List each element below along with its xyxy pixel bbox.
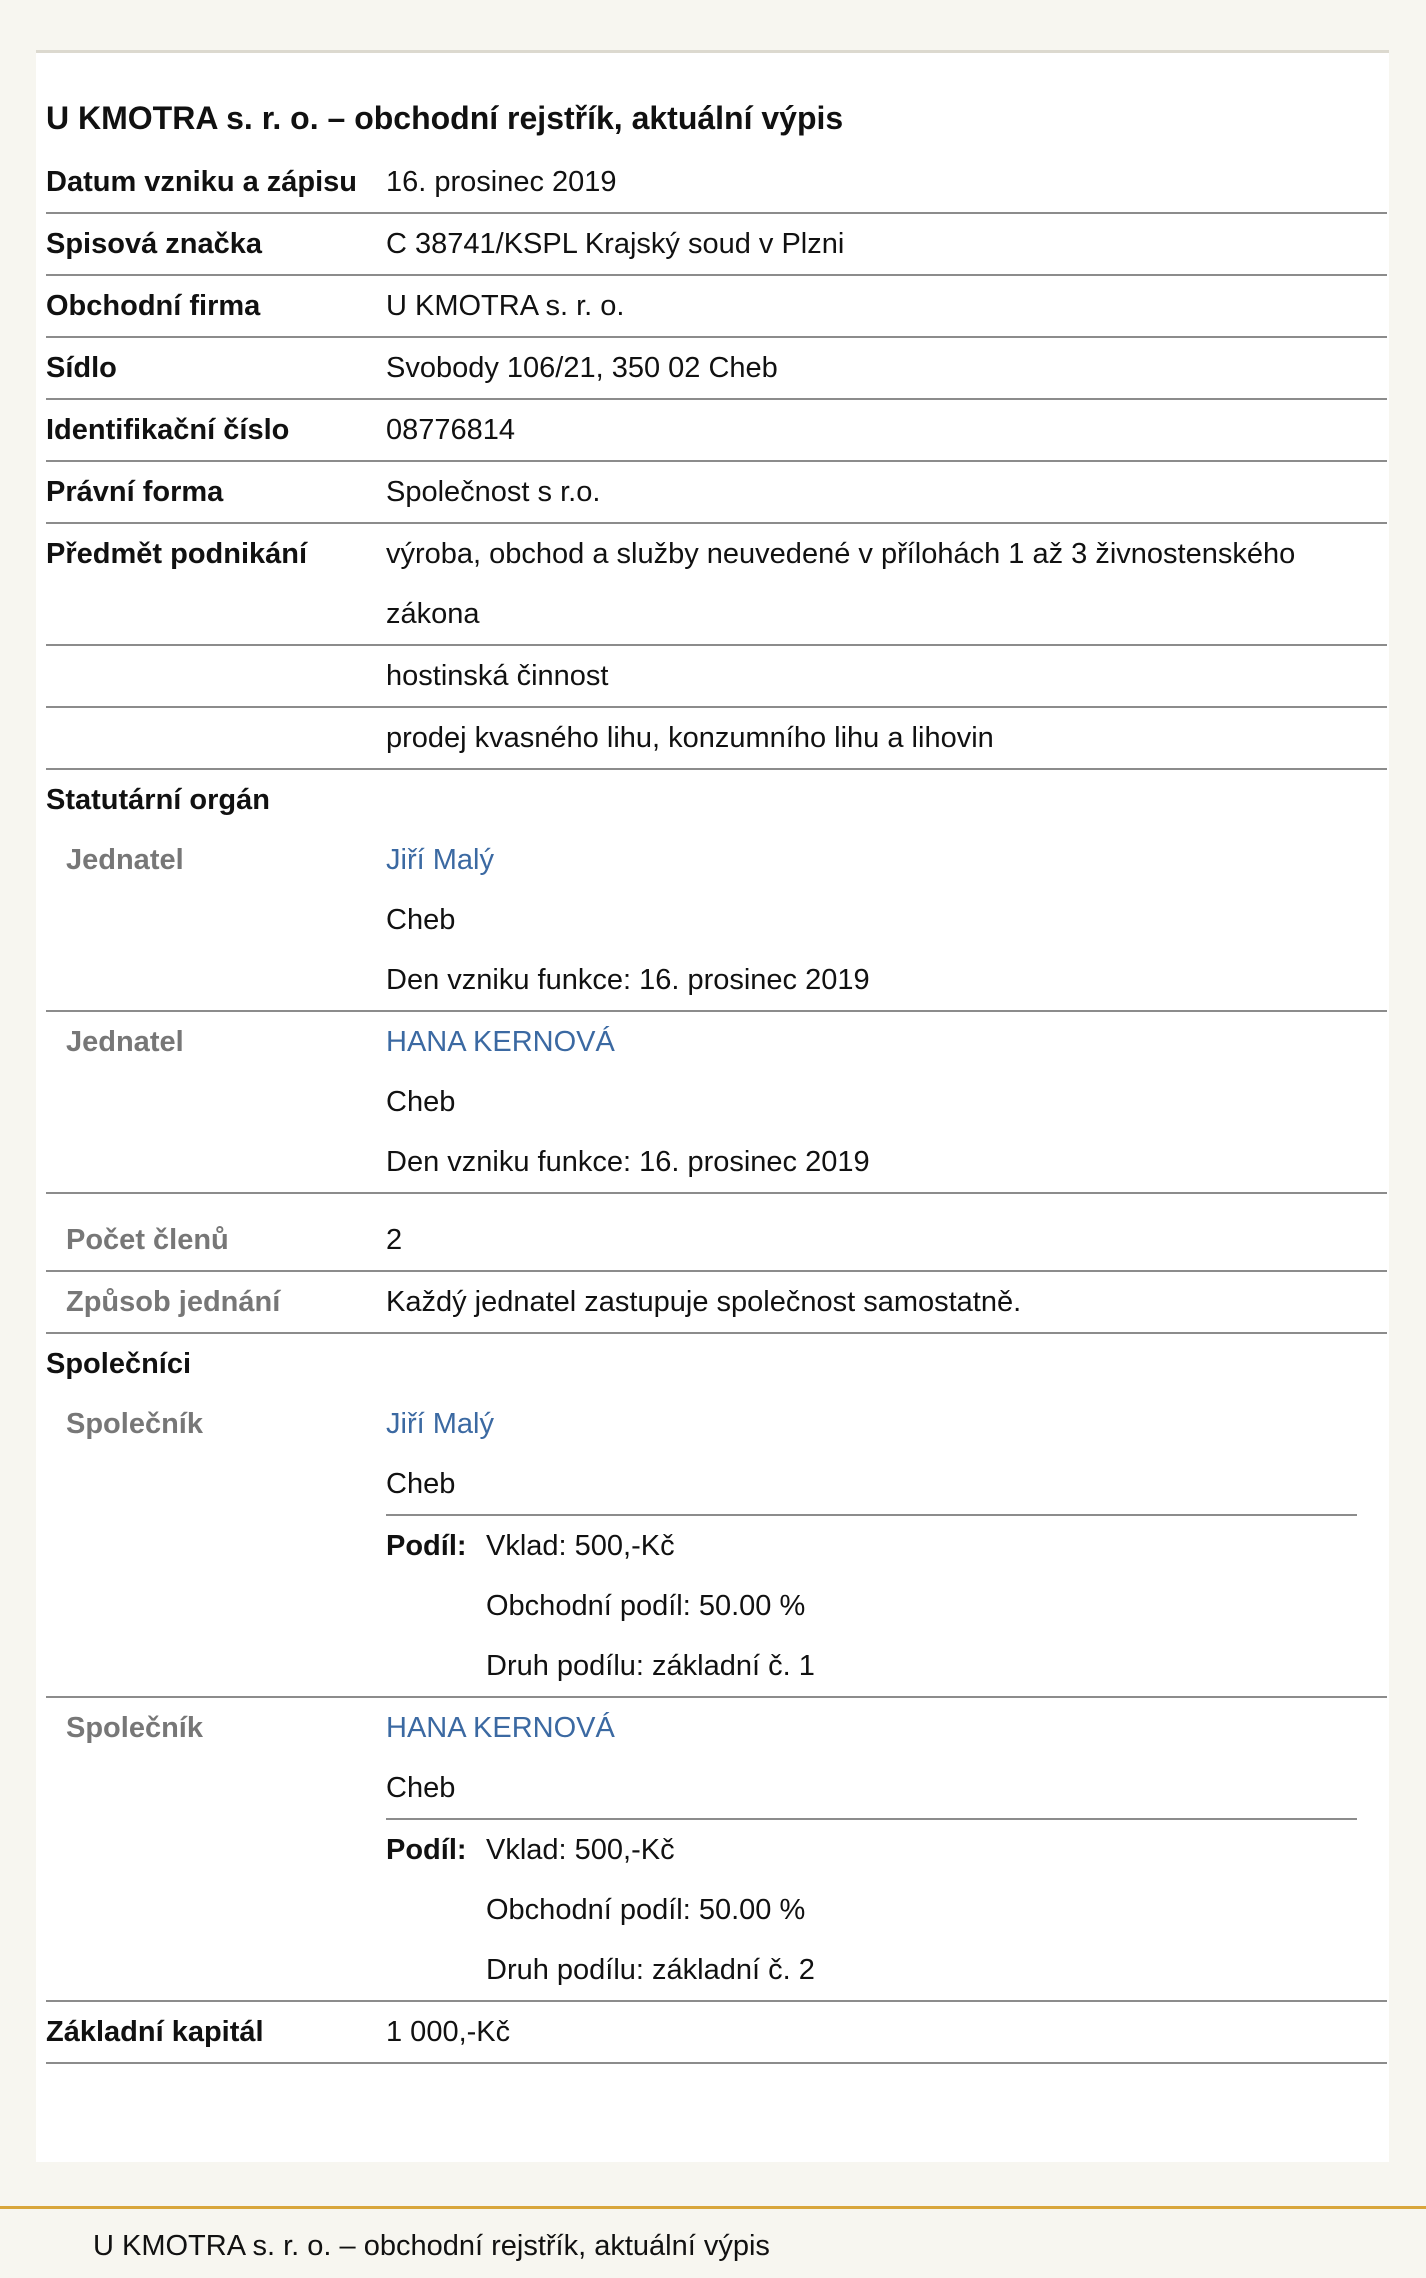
label-spisova-znacka: Spisová značka xyxy=(46,213,386,275)
share-label: Podíl: xyxy=(386,1530,467,1562)
function-since: Den vzniku funkce: 16. prosinec 2019 xyxy=(386,964,870,996)
share-vklad: Vklad: 500,-Kč xyxy=(486,1530,675,1562)
value-sidlo: Svobody 106/21, 350 02 Cheb xyxy=(386,337,1387,399)
value-pravni-forma: Společnost s r.o. xyxy=(386,461,1387,523)
value-pocet-clenu: 2 xyxy=(386,1193,1387,1271)
section-heading-statutarni: Statutární orgán xyxy=(46,784,270,816)
spacer xyxy=(386,1940,486,2000)
row-datum-vzniku xyxy=(46,152,1387,213)
section-spolecnici xyxy=(46,1333,1387,1394)
role-label: Společník xyxy=(46,1394,386,1697)
row-predmet-2 xyxy=(46,645,1387,707)
member-details xyxy=(386,1011,1387,1193)
row-predmet-1 xyxy=(46,523,1387,645)
row-sidlo xyxy=(46,337,1387,399)
person-city: Cheb xyxy=(386,904,456,936)
section-heading-spolecnici: Společníci xyxy=(46,1348,192,1380)
row-ico xyxy=(46,399,1387,461)
person-link[interactable]: Jiří Malý xyxy=(386,844,494,876)
share-percent: Obchodní podíl: 50.00 % xyxy=(486,1894,806,1926)
label-obchodni-firma: Obchodní firma xyxy=(46,275,386,337)
row-spisova-znacka xyxy=(46,213,1387,275)
spolecnik-2 xyxy=(46,1697,1387,2001)
label-predmet-podnikani: Předmět podnikání xyxy=(46,523,386,645)
spacer xyxy=(386,1576,486,1636)
section-statutarni xyxy=(46,769,1387,830)
row-pravni-forma xyxy=(46,461,1387,523)
empty-label xyxy=(46,645,386,707)
page-title: U KMOTRA s. r. o. – obchodní rejstřík, aktuální výpis xyxy=(46,100,844,136)
person-city: Cheb xyxy=(386,1468,456,1500)
label-ico: Identifikační číslo xyxy=(46,399,386,461)
person-city: Cheb xyxy=(386,1772,456,1804)
share-block xyxy=(386,1514,1357,1696)
value-predmet-2: hostinská činnost xyxy=(386,645,1387,707)
value-predmet-1: výroba, obchod a služby neuvedené v přílohách 1 až 3 živnostenského zákona xyxy=(386,523,1387,645)
share-percent: Obchodní podíl: 50.00 % xyxy=(486,1590,806,1622)
value-zakladni-kapital: 1 000,-Kč xyxy=(386,2001,1387,2063)
role-label: Jednatel xyxy=(46,1011,386,1193)
share-label: Podíl: xyxy=(386,1834,467,1866)
row-predmet-3 xyxy=(46,707,1387,769)
person-link[interactable]: HANA KERNOVÁ xyxy=(386,1712,615,1744)
row-obchodni-firma xyxy=(46,275,1387,337)
register-table xyxy=(46,152,1387,2064)
value-obchodni-firma: U KMOTRA s. r. o. xyxy=(386,275,1387,337)
footer-rule xyxy=(0,2206,1426,2209)
member-details xyxy=(386,830,1387,1011)
member-details xyxy=(386,1697,1387,2001)
label-datum-vzniku: Datum vzniku a zápisu xyxy=(46,152,386,213)
role-label: Společník xyxy=(46,1697,386,2001)
row-zpusob-jednani xyxy=(46,1271,1387,1333)
statutar-member-2 xyxy=(46,1011,1387,1193)
share-vklad: Vklad: 500,-Kč xyxy=(486,1834,675,1866)
label-sidlo: Sídlo xyxy=(46,337,386,399)
label-zpusob-jednani: Způsob jednání xyxy=(46,1271,386,1333)
spolecnik-1 xyxy=(46,1394,1387,1697)
role-label: Jednatel xyxy=(46,830,386,1011)
person-city: Cheb xyxy=(386,1086,456,1118)
share-type: Druh podílu: základní č. 2 xyxy=(486,1954,815,1986)
share-type: Druh podílu: základní č. 1 xyxy=(486,1650,815,1682)
value-zpusob-jednani: Každý jednatel zastupuje společnost samostatně. xyxy=(386,1271,1387,1333)
empty-label xyxy=(46,707,386,769)
label-pocet-clenu: Počet členů xyxy=(46,1193,386,1271)
spacer xyxy=(386,1880,486,1940)
share-block xyxy=(386,1818,1357,2000)
statutar-member-1 xyxy=(46,830,1387,1011)
value-spisova-znacka: C 38741/KSPL Krajský soud v Plzni xyxy=(386,213,1387,275)
row-pocet-clenu xyxy=(46,1193,1387,1271)
member-details xyxy=(386,1394,1387,1697)
spacer xyxy=(386,1636,486,1696)
person-link[interactable]: Jiří Malý xyxy=(386,1408,494,1440)
value-datum-vzniku: 16. prosinec 2019 xyxy=(386,152,1387,213)
value-ico: 08776814 xyxy=(386,399,1387,461)
person-link[interactable]: HANA KERNOVÁ xyxy=(386,1026,615,1058)
row-zakladni-kapital xyxy=(46,2001,1387,2063)
footer-title: U KMOTRA s. r. o. – obchodní rejstřík, aktuální výpis xyxy=(93,2230,770,2262)
function-since: Den vzniku funkce: 16. prosinec 2019 xyxy=(386,1146,870,1178)
label-zakladni-kapital: Základní kapitál xyxy=(46,2001,386,2063)
label-pravni-forma: Právní forma xyxy=(46,461,386,523)
value-predmet-3: prodej kvasného lihu, konzumního lihu a lihovin xyxy=(386,707,1387,769)
